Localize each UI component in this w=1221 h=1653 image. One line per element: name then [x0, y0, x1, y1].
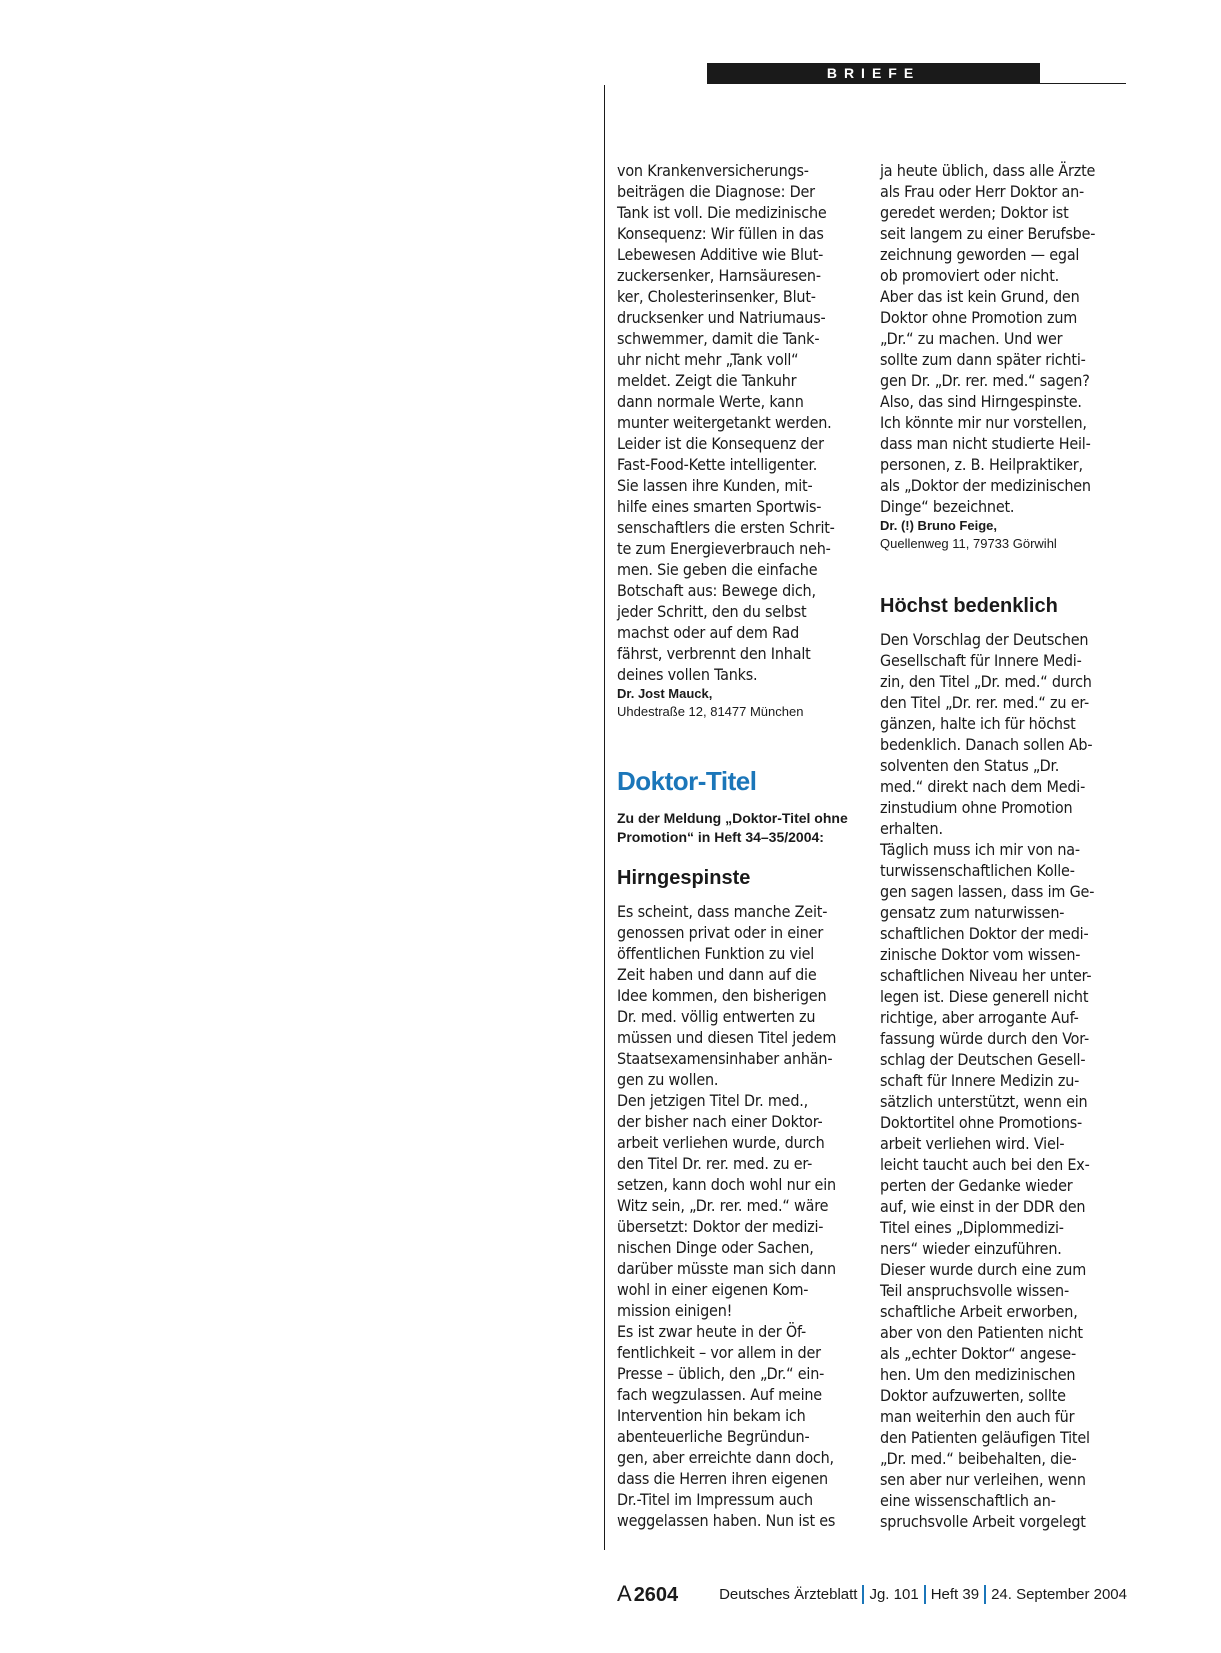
letter3-body: Den Vorschlag der Deutschen Gesellschaft für Innere Medi- zin, den Titel „Dr. med.“ durch den Titel „Dr. rer. med.“ zu er- gänzen, halte ich für höchst bedenklich. Danach sollen Ab- solventen den Status „Dr. med.“ direkt nach dem Medi- zinstudium ohne Promotion erhalten. Täglich muss ich mir von na- turwissenschaftlichen Kolle- gen sagen lassen, dass im Ge- gensatz zum naturwissen- schaftlichen Doktor der medi- zinische Doktor vom wissen- schaftlichen Niveau her unter- legen ist. Diese generell nicht richtige, aber arrogante Auf- fassung würde durch den Vor- schlag der Deutschen Gesell- schaft für Innere Medizin zu- sätzlich unterstützt, wenn ein Doktortitel ohne Promotions- arbeit verliehen wird. Viel- leicht taucht auch bei den Ex- perten der Gedanke wieder auf, wie einst in der DDR den Titel eines „Diplommedizi- ners“ wieder einzuführen. Dieser wurde durch eine zum Teil anspruchsvolle wissen- schaftliche Arbeit erworben, aber von den Patienten nicht als „echter Doktor“ angese- hen. Um den medizinischen Doktor aufzuwerten, sollte man weiterhin den auch für den Patienten geläufigen Titel „Dr. med.“ beibehalten, die- sen aber nur verleihen, wenn eine wissenschaftlich an- spruchsvolle Arbeit vorgelegt: [880, 630, 1095, 1531]
separator: [862, 1585, 864, 1604]
column-rule: [604, 85, 605, 1550]
right-column: [880, 160, 1142, 1532]
separator: [984, 1585, 986, 1604]
letter2-heading: Hirngespinste: [617, 867, 751, 889]
separator: [924, 1585, 926, 1604]
page-footer: [617, 1581, 1127, 1611]
section-title: Doktor-Titel: [617, 766, 757, 796]
journal-name: Deutsches Ärzteblatt: [719, 1586, 858, 1603]
section-intro: Zu der Meldung „Doktor-Titel ohne Promotion“ in Heft 34–35/2004:: [617, 810, 848, 845]
letter2-address: Quellenweg 11, 79733 Görwihl: [880, 536, 1057, 551]
left-column: [617, 160, 879, 1531]
letter3-heading: Höchst bedenklich: [880, 595, 1058, 617]
letter1-address: Uhdestraße 12, 81477 München: [617, 704, 804, 719]
letter2-body: Es scheint, dass manche Zeit- genossen privat oder in einer öffentlichen Funktion zu viel Zeit haben und dann auf die Idee kommen, den bisherigen Dr. med. völlig entwerten zu müssen und diesen Titel jedem Staatsexamensinhaber anhän- gen zu wollen. Den jetzigen Titel Dr. med., der bisher nach einer Doktor- arbeit verliehen wurde, durch den Titel Dr. rer. med. zu er- setzen, kann doch wohl nur ein Witz sein, „Dr. rer. med.“ wäre übersetzt: Doktor der medizi- nischen Dinge oder Sachen, darüber müsste man sich dann wohl in einer eigenen Kom- mission einigen! Es ist zwar heute in der Öf- fentlichkeit – vor allem in der Presse – üblich, den „Dr.“ ein- fach wegzulassen. Auf meine Intervention hin bekam ich abenteuerliche Begründun- gen, aber erreichte dann doch, dass die Herren ihren eigenen Dr.-Titel im Impressum auch weggelassen haben. Nun ist es: [617, 902, 837, 1530]
letter1-body: von Krankenversicherungs- beiträgen die Diagnose: Der Tank ist voll. Die medizinische Konsequenz: Wir füllen in das Lebewesen Additive wie Blut- zuckersenker, Harnsäuresen- ker, Cholesterinsenker, Blut- drucksenker und Natriumaus- schwemmer, damit die Tank- uhr nicht mehr „Tank voll“ meldet. Zeigt die Tankuhr dann normale Werte, kann munter weitergetankt werden. Leider ist die Konsequenz der Fast-Food-Kette intelligenter. Sie lassen ihre Kunden, mit- hilfe eines smarten Sportwis- senschaftlers die ersten Schrit- te zum Energieverbrauch neh- men. Sie geben die einfache Botschaft aus: Bewege dich, jeder Schritt, den du selbst machst oder auf dem Rad fährst, verbrennt den Inhalt deines vollen Tanks.: [617, 161, 835, 684]
letter1-signature: Dr. Jost Mauck,: [617, 686, 713, 701]
section-header-briefe: BRIEFE: [707, 63, 1040, 84]
letter2-signature: Dr. (!) Bruno Feige,: [880, 518, 997, 533]
page-number-value: 2604: [633, 1584, 679, 1606]
letter2-body-continued: ja heute üblich, dass alle Ärzte als Frau oder Herr Doktor an- geredet werden; Doktor ist seit langem zu einer Berufsbe- zeichnung geworden — egal ob promoviert oder nicht. Aber das ist kein Grund, den Doktor ohne Promotion zum „Dr.“ zu machen. Und wer sollte zum dann später richti- gen Dr. „Dr. rer. med.“ sagen? Also, das sind Hirngespinste. Ich könnte mir nur vorstellen, dass man nicht studierte Heil- personen, z. B. Heilpraktiker, als „Doktor der medizinischen Dinge“ bezeichnet.: [880, 161, 1096, 516]
page-prefix: A: [617, 1581, 632, 1606]
publication-info: [719, 1585, 1127, 1604]
page-number: [617, 1581, 678, 1607]
date: 24. September 2004: [991, 1586, 1127, 1603]
issue: Heft 39: [930, 1586, 980, 1603]
header-rule: [1040, 83, 1126, 84]
volume: Jg. 101: [869, 1586, 919, 1603]
